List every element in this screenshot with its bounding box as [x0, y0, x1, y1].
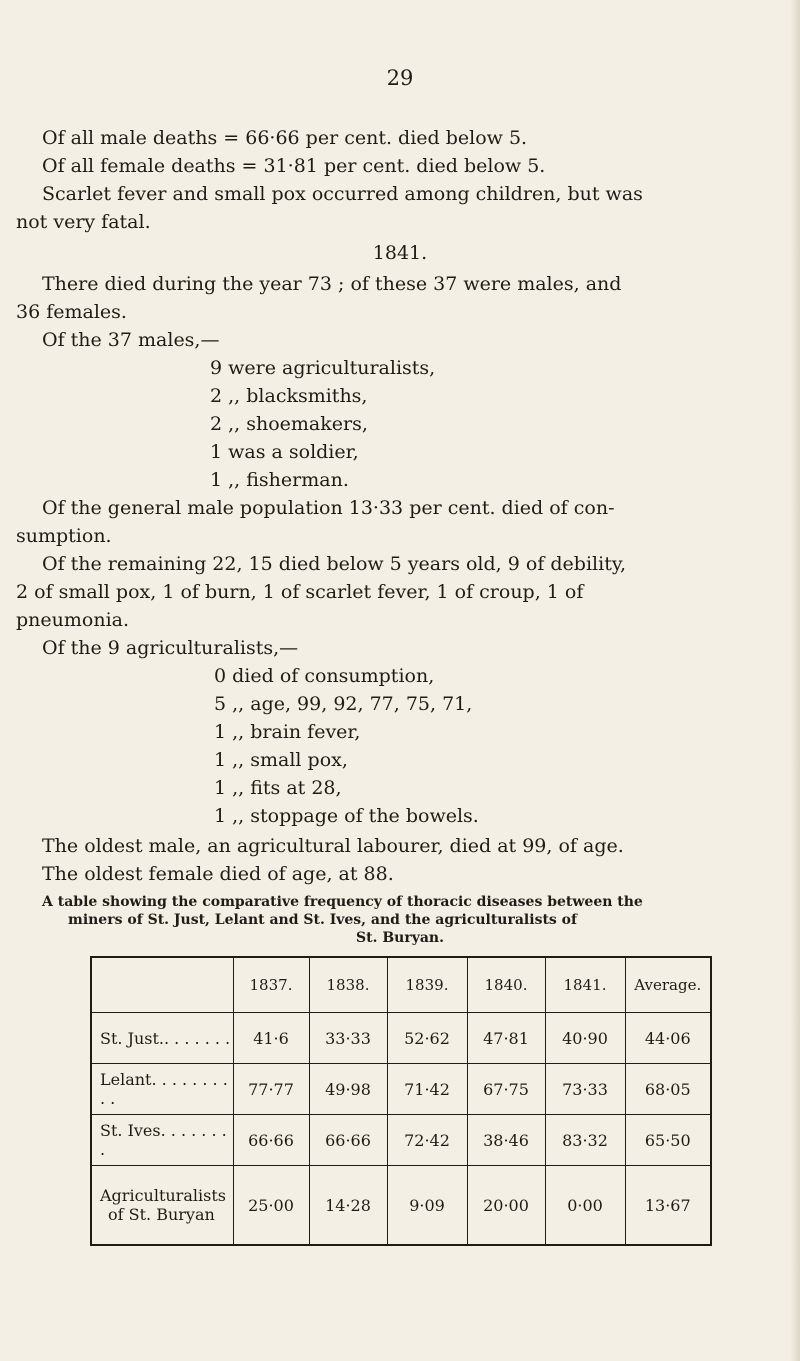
table-cell: 44·06	[625, 1013, 711, 1064]
header-cell: Average.	[625, 957, 711, 1013]
row-label	[91, 1013, 233, 1064]
header-cell: 1839.	[387, 957, 467, 1013]
row-label-text: St. Ives. . . . . . . .	[100, 1121, 227, 1159]
list-item: 1 ,, stoppage of the bowels.	[214, 805, 479, 827]
table-row	[91, 1064, 711, 1115]
list-item: 9 were agriculturalists,	[210, 357, 436, 379]
page-number: 29	[386, 66, 414, 90]
header-cell	[91, 957, 233, 1013]
table-row	[91, 1115, 711, 1166]
header-cell: 1840.	[467, 957, 545, 1013]
row-label-text: St. Just.. . . . . . .	[100, 1028, 231, 1048]
table-cell: 9·09	[387, 1166, 467, 1246]
list-item: 1 was a soldier,	[210, 441, 359, 463]
table-cell: 73·33	[545, 1064, 625, 1115]
text-line: Of the general male population 13·33 per cent. died of con-	[42, 497, 615, 519]
row-label	[91, 1115, 233, 1166]
header-cell: 1837.	[233, 957, 309, 1013]
table-cell: 47·81	[467, 1013, 545, 1064]
table-caption-line: St. Buryan.	[356, 930, 444, 946]
text-line: Of the 37 males,—	[42, 329, 220, 351]
text-line: not very fatal.	[16, 211, 151, 233]
list-item: 1 ,, fits at 28,	[214, 777, 342, 799]
year-heading: 1841.	[372, 242, 428, 264]
table-cell: 52·62	[387, 1013, 467, 1064]
table-header-row	[91, 957, 711, 1013]
row-label	[91, 1166, 233, 1246]
row-label-text: Lelant. . . . . . . . . .	[100, 1070, 228, 1108]
table-cell: 33·33	[309, 1013, 387, 1064]
table-row	[91, 1013, 711, 1064]
text-line: Of the remaining 22, 15 died below 5 years old, 9 of debility,	[42, 553, 627, 575]
table-cell: 66·66	[309, 1115, 387, 1166]
table-cell: 71·42	[387, 1064, 467, 1115]
table-cell: 20·00	[467, 1166, 545, 1246]
header-cell: 1838.	[309, 957, 387, 1013]
list-item: 1 ,, brain fever,	[214, 721, 361, 743]
text-line: There died during the year 73 ; of these 37 were males, and	[42, 273, 622, 295]
table-caption-line: miners of St. Just, Lelant and St. Ives, and the agriculturalists of	[68, 912, 578, 928]
table-cell: 67·75	[467, 1064, 545, 1115]
thoracic-disease-table	[90, 956, 712, 1246]
row-label	[91, 1064, 233, 1115]
table-cell: 65·50	[625, 1115, 711, 1166]
table-cell: 25·00	[233, 1166, 309, 1246]
table-cell: 83·32	[545, 1115, 625, 1166]
text-line: Scarlet fever and small pox occurred among children, but was	[42, 183, 643, 205]
list-item: 1 ,, fisherman.	[210, 469, 349, 491]
table-cell: 66·66	[233, 1115, 309, 1166]
header-cell: 1841.	[545, 957, 625, 1013]
table-cell: 72·42	[387, 1115, 467, 1166]
text-line: 2 of small pox, 1 of burn, 1 of scarlet fever, 1 of croup, 1 of	[16, 581, 584, 603]
page-edge-shadow	[790, 0, 800, 1361]
table-cell: 38·46	[467, 1115, 545, 1166]
table-cell: 49·98	[309, 1064, 387, 1115]
table-caption-line: A table showing the comparative frequency of thoracic diseases between the	[42, 894, 643, 910]
table-cell: 41·6	[233, 1013, 309, 1064]
text-line: pneumonia.	[16, 609, 130, 631]
row-label-text: of St. Buryan	[108, 1205, 215, 1224]
text-line: Of the 9 agriculturalists,—	[42, 637, 299, 659]
list-item: 2 ,, blacksmiths,	[210, 385, 368, 407]
text-line: The oldest female died of age, at 88.	[42, 863, 394, 885]
text-line: The oldest male, an agricultural labourer, died at 99, of age.	[42, 835, 624, 857]
table-cell: 14·28	[309, 1166, 387, 1246]
row-label-text: Agriculturalists	[100, 1186, 226, 1205]
list-item: 5 ,, age, 99, 92, 77, 75, 71,	[214, 693, 473, 715]
table-cell: 77·77	[233, 1064, 309, 1115]
table-cell: 40·90	[545, 1013, 625, 1064]
table-row	[91, 1166, 711, 1246]
list-item: 2 ,, shoemakers,	[210, 413, 368, 435]
text-line: Of all female deaths = 31·81 per cent. died below 5.	[42, 155, 546, 177]
text-line: 36 females.	[16, 301, 127, 323]
text-line: Of all male deaths = 66·66 per cent. died below 5.	[42, 127, 528, 149]
list-item: 1 ,, small pox,	[214, 749, 348, 771]
table-cell: 13·67	[625, 1166, 711, 1246]
table-cell: 0·00	[545, 1166, 625, 1246]
text-line: sumption.	[16, 525, 112, 547]
list-item: 0 died of consumption,	[214, 665, 435, 687]
table-cell: 68·05	[625, 1064, 711, 1115]
